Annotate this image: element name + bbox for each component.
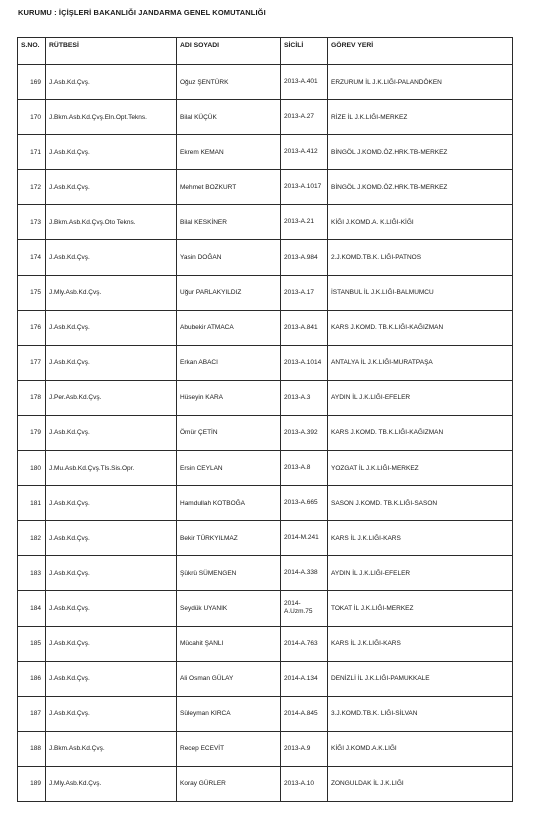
row-adi-soyadi: Erkan ABACI: [177, 345, 281, 380]
row-sicili: 2014-A.845: [281, 696, 328, 731]
table-row: [18, 415, 513, 450]
row-gorev-yeri: ANTALYA İL J.K.LIĞI-MURATPAŞA: [328, 345, 513, 380]
row-adi-soyadi: Mehmet BOZKURT: [177, 170, 281, 205]
row-gorev-yeri: DENİZLİ İL J.K.LIĞI-PAMUKKALE: [328, 661, 513, 696]
table-row: [18, 451, 513, 486]
table-row: [18, 345, 513, 380]
row-adi-soyadi: Ömür ÇETİN: [177, 415, 281, 450]
row-gorev-yeri: RİZE İL J.K.LIĞI-MERKEZ: [328, 100, 513, 135]
table-row: [18, 65, 513, 100]
row-sno: 178: [18, 380, 46, 415]
row-gorev-yeri: ERZURUM İL J.K.LIĞI-PALANDÖKEN: [328, 65, 513, 100]
row-rutbe: J.Bkm.Asb.Kd.Çvş.: [46, 731, 177, 766]
row-sicili: 2014-M.241: [281, 521, 328, 556]
row-rutbe: J.Asb.Kd.Çvş.: [46, 170, 177, 205]
personnel-table: [17, 37, 513, 802]
table-header-row: [18, 38, 513, 65]
table-row: [18, 556, 513, 591]
row-adi-soyadi: Bilal KESKİNER: [177, 205, 281, 240]
row-adi-soyadi: Süleyman KIRCA: [177, 696, 281, 731]
header-rutbe: RÜTBESİ: [46, 38, 177, 65]
row-gorev-yeri: KARS J.KOMD. TB.K.LIĞI-KAĞIZMAN: [328, 310, 513, 345]
row-adi-soyadi: Uğur PARLAKYILDIZ: [177, 275, 281, 310]
row-rutbe: J.Asb.Kd.Çvş.: [46, 135, 177, 170]
row-rutbe: J.Asb.Kd.Çvş.: [46, 486, 177, 521]
row-adi-soyadi: Oğuz ŞENTÜRK: [177, 65, 281, 100]
row-sicili: 2013-A.1017: [281, 170, 328, 205]
row-adi-soyadi: Bekir TÜRKYILMAZ: [177, 521, 281, 556]
row-adi-soyadi: Recep ECEVİT: [177, 731, 281, 766]
row-rutbe: J.Asb.Kd.Çvş.: [46, 626, 177, 661]
row-sno: 177: [18, 345, 46, 380]
table-row: [18, 591, 513, 626]
table-row: [18, 766, 513, 801]
row-gorev-yeri: ZONGULDAK İL J.K.LIĞI: [328, 766, 513, 801]
row-sicili: 2013-A.392: [281, 415, 328, 450]
row-sicili: 2013-A.10: [281, 766, 328, 801]
row-adi-soyadi: Ekrem KEMAN: [177, 135, 281, 170]
row-gorev-yeri: KARS İL J.K.LIĞI-KARS: [328, 626, 513, 661]
row-rutbe: J.Per.Asb.Kd.Çvş.: [46, 380, 177, 415]
row-sicili: 2014-A.763: [281, 626, 328, 661]
header-gorev-yeri: GÖREV YERİ: [328, 38, 513, 65]
row-adi-soyadi: Bilal KÜÇÜK: [177, 100, 281, 135]
table-row: [18, 626, 513, 661]
header-sno: S.NO.: [18, 38, 46, 65]
row-gorev-yeri: BİNGÖL J.KOMD.ÖZ.HRK.TB-MERKEZ: [328, 170, 513, 205]
row-gorev-yeri: YOZGAT İL J.K.LIĞI-MERKEZ: [328, 451, 513, 486]
row-adi-soyadi: Şükrü SÜMENGEN: [177, 556, 281, 591]
row-adi-soyadi: Yasin DOĞAN: [177, 240, 281, 275]
row-gorev-yeri: 2.J.KOMD.TB.K. LIĞI-PATNOS: [328, 240, 513, 275]
table-row: [18, 380, 513, 415]
row-adi-soyadi: Mücahit ŞANLI: [177, 626, 281, 661]
row-sicili: 2013-A.3: [281, 380, 328, 415]
row-gorev-yeri: SASON J.KOMD. TB.K.LIĞI-SASON: [328, 486, 513, 521]
row-adi-soyadi: Hamdullah KOTBOĞA: [177, 486, 281, 521]
row-rutbe: J.Asb.Kd.Çvş.: [46, 591, 177, 626]
row-sno: 180: [18, 451, 46, 486]
table-row: [18, 170, 513, 205]
row-sicili: 2013-A.8: [281, 451, 328, 486]
row-sicili: 2013-A.27: [281, 100, 328, 135]
row-sno: 179: [18, 415, 46, 450]
row-sicili: 2014-A.338: [281, 556, 328, 591]
table-row: [18, 486, 513, 521]
row-adi-soyadi: Hüseyin KARA: [177, 380, 281, 415]
row-sicili: 2013-A.9: [281, 731, 328, 766]
row-sicili: 2014-A.Uzm.75: [281, 591, 328, 626]
row-sno: 176: [18, 310, 46, 345]
table-row: [18, 135, 513, 170]
row-sno: 187: [18, 696, 46, 731]
row-gorev-yeri: İSTANBUL İL J.K.LIĞI-BALMUMCU: [328, 275, 513, 310]
row-sno: 181: [18, 486, 46, 521]
row-adi-soyadi: Koray GÜRLER: [177, 766, 281, 801]
row-rutbe: J.Bkm.Asb.Kd.Çvş.Eln.Opt.Tekns.: [46, 100, 177, 135]
row-sno: 185: [18, 626, 46, 661]
row-adi-soyadi: Ersin CEYLAN: [177, 451, 281, 486]
row-sno: 171: [18, 135, 46, 170]
row-rutbe: J.Mu.Asb.Kd.Çvş.Tls.Sis.Opr.: [46, 451, 177, 486]
table-row: [18, 275, 513, 310]
row-sno: 172: [18, 170, 46, 205]
table-row: [18, 731, 513, 766]
table-row: [18, 205, 513, 240]
row-sno: 182: [18, 521, 46, 556]
row-adi-soyadi: Seydük UYANIK: [177, 591, 281, 626]
row-rutbe: J.Asb.Kd.Çvş.: [46, 240, 177, 275]
row-sicili: 2013-A.21: [281, 205, 328, 240]
table-row: [18, 100, 513, 135]
row-rutbe: J.Asb.Kd.Çvş.: [46, 65, 177, 100]
row-rutbe: J.Asb.Kd.Çvş.: [46, 521, 177, 556]
row-sno: 184: [18, 591, 46, 626]
row-gorev-yeri: KARS J.KOMD. TB.K.LIĞI-KAĞIZMAN: [328, 415, 513, 450]
row-sno: 183: [18, 556, 46, 591]
row-sicili: 2013-A.17: [281, 275, 328, 310]
table-row: [18, 310, 513, 345]
row-sno: 186: [18, 661, 46, 696]
row-rutbe: J.Asb.Kd.Çvş.: [46, 661, 177, 696]
row-sno: 173: [18, 205, 46, 240]
table-row: [18, 696, 513, 731]
row-gorev-yeri: BİNGÖL J.KOMD.ÖZ.HRK.TB-MERKEZ: [328, 135, 513, 170]
table-row: [18, 521, 513, 556]
table-row: [18, 240, 513, 275]
row-rutbe: J.Asb.Kd.Çvş.: [46, 345, 177, 380]
row-sicili: 2013-A.841: [281, 310, 328, 345]
row-sicili: 2013-A.412: [281, 135, 328, 170]
row-gorev-yeri: KİĞI J.KOMD.A. K.LIĞI-KİĞI: [328, 205, 513, 240]
row-rutbe: J.Mly.Asb.Kd.Çvş.: [46, 766, 177, 801]
row-rutbe: J.Mly.Asb.Kd.Çvş.: [46, 275, 177, 310]
row-sno: 189: [18, 766, 46, 801]
row-rutbe: J.Asb.Kd.Çvş.: [46, 696, 177, 731]
row-sicili: 2013-A.401: [281, 65, 328, 100]
row-sicili: 2014-A.134: [281, 661, 328, 696]
row-sno: 175: [18, 275, 46, 310]
row-gorev-yeri: 3.J.KOMD.TB.K. LIĞI-SİLVAN: [328, 696, 513, 731]
row-adi-soyadi: Ali Osman GÜLAY: [177, 661, 281, 696]
row-rutbe: J.Asb.Kd.Çvş.: [46, 415, 177, 450]
row-sno: 169: [18, 65, 46, 100]
row-sno: 188: [18, 731, 46, 766]
row-sicili: 2013-A.1014: [281, 345, 328, 380]
row-gorev-yeri: KİĞI J.KOMD.A.K.LIĞI: [328, 731, 513, 766]
row-rutbe: J.Asb.Kd.Çvş.: [46, 556, 177, 591]
row-gorev-yeri: KARS İL J.K.LIĞI-KARS: [328, 521, 513, 556]
row-sno: 170: [18, 100, 46, 135]
header-sicili: SİCİLİ: [281, 38, 328, 65]
table-row: [18, 661, 513, 696]
row-sicili: 2013-A.984: [281, 240, 328, 275]
row-gorev-yeri: AYDIN İL J.K.LIĞI-EFELER: [328, 556, 513, 591]
institution-title: KURUMU : İÇİŞLERİ BAKANLIĞI JANDARMA GENEL KOMUTANLIĞI: [18, 8, 266, 17]
row-rutbe: J.Bkm.Asb.Kd.Çvş.Oto Tekns.: [46, 205, 177, 240]
row-gorev-yeri: TOKAT İL J.K.LIĞI-MERKEZ: [328, 591, 513, 626]
header-adi-soyadi: ADI SOYADI: [177, 38, 281, 65]
row-gorev-yeri: AYDIN İL J.K.LIĞI-EFELER: [328, 380, 513, 415]
row-sno: 174: [18, 240, 46, 275]
row-sicili: 2013-A.665: [281, 486, 328, 521]
row-adi-soyadi: Abubekir ATMACA: [177, 310, 281, 345]
row-rutbe: J.Asb.Kd.Çvş.: [46, 310, 177, 345]
